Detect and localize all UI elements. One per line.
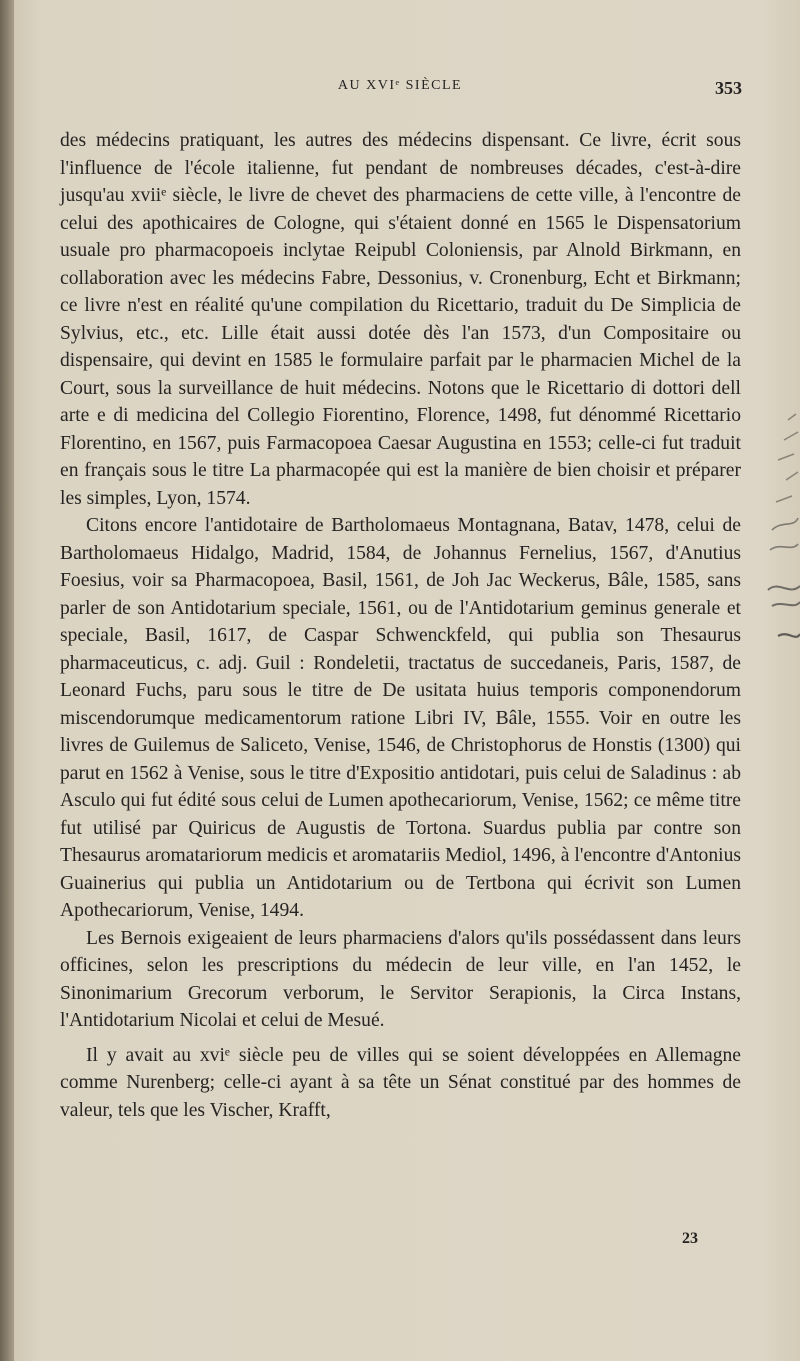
- book-spine-shadow: [0, 0, 14, 1361]
- running-title: AU XVIᵉ SIÈCLE: [337, 78, 463, 93]
- paragraph-1: des médecins pratiquant, les autres des médecins dispensant. Ce livre, écrit sous l'influence de l'école italienne, fut pendant de nombreuses décades, c'est-à-dire jusqu'au xviiᵉ siècle, le livre de chevet des pharmaciens de cette ville, à l'encontre de celui des apothicaires de Cologne, qui s'étaient donné en 1565 le Dispensatorium usuale pro pharmacopoeis inclytae Reipubl Coloniensis, par Alnold Birkmann, en collaboration avec les médecins Fabre, Dessonius, v. Cronenburg, Echt et Birkmann; ce livre n'est en réalité qu'une compilation du Ricettario, traduit du De Simplicia de Sylvius, etc., etc. Lille était aussi dotée dès l'an 1573, d'un Compositaire ou dispensaire, qui devint en 1585 le formulaire parfait par le pharmacien Michel de la Court, sous la surveillance de huit médecins. Notons que le Ricettario di dottori dell arte e di medicina del Collegio Fiorentino, Florence, 1498, fut dénommé Ricettario Florentino, en 1567, puis Farmacopoea Caesar Augustina en 1553; celle-ci fut traduit en français sous le titre La pharmacopée qui est la manière de bien choisir et préparer les simples, Lyon, 1574.: [60, 130, 741, 509]
- page-number: 353: [715, 78, 742, 98]
- page-header: [60, 78, 740, 102]
- signature-mark: 23: [682, 1230, 698, 1247]
- paragraph-2: Citons encore l'antidotaire de Bartholomaeus Montagnana, Batav, 1478, celui de Bartholomaeus Hidalgo, Madrid, 1584, de Johannus Fernelius, 1567, d'Anutius Foesius, voir sa Pharmacopoea, Basil, 1561, de Joh Jac Weckerus, Bâle, 1585, sans parler de son Antidotarium speciale, 1561, ou de l'Antidotarium geminus generale et speciale, Basil, 1617, de Caspar Schwenckfeld, qui publia son Thesaurus pharmaceuticus, c. adj. Guil : Rondeletii, tractatus de succedaneis, Paris, 1587, de Leonard Fuchs, paru sous le titre de De usitata huius temporis componendorum miscendorumque medicamentorum ratione Libri IV, Bâle, 1555. Voir en outre les livres de Guilemus de Saliceto, Venise, 1546, de Christophorus de Honstis (1300) qui parut en 1562 à Venise, sous le titre d'Expositio antidotari, puis celui de Saladinus : ab Asculo qui fut édité sous celui de Lumen apothecariorum, Venise, 1562; ce même titre fut utilisé par Quiricus de Augustis de Tortona. Suardus publia par contre son Thesaurus aromatariorum medicis et aromatariis Mediol, 1496, à l'encontre d'Antonius Guainerius qui publia un Antidotarium ou de Tertbona qui écrivit son Lumen Apothecariorum, Venise, 1494.: [60, 515, 741, 921]
- body-text: [60, 127, 741, 1124]
- margin-ink-marks: [758, 410, 800, 670]
- paragraph-4: Il y avait au xviᵉ siècle peu de villes qui se soient développées en Allemagne comme Nurenberg; celle-ci ayant à sa tête un Sénat constitué par des hommes de valeur, tels que les Vischer, Krafft,: [60, 1044, 741, 1121]
- paragraph-3: Les Bernois exigeaient de leurs pharmaciens d'alors qu'ils possédassent dans leurs officines, selon les prescriptions du médecin de leur ville, en l'an 1452, le Sinonimarium Grecorum verborum, le Servitor Serapionis, la Circa Instans, l'Antidotarium Nicolai et celui de Mesué.: [60, 927, 741, 1031]
